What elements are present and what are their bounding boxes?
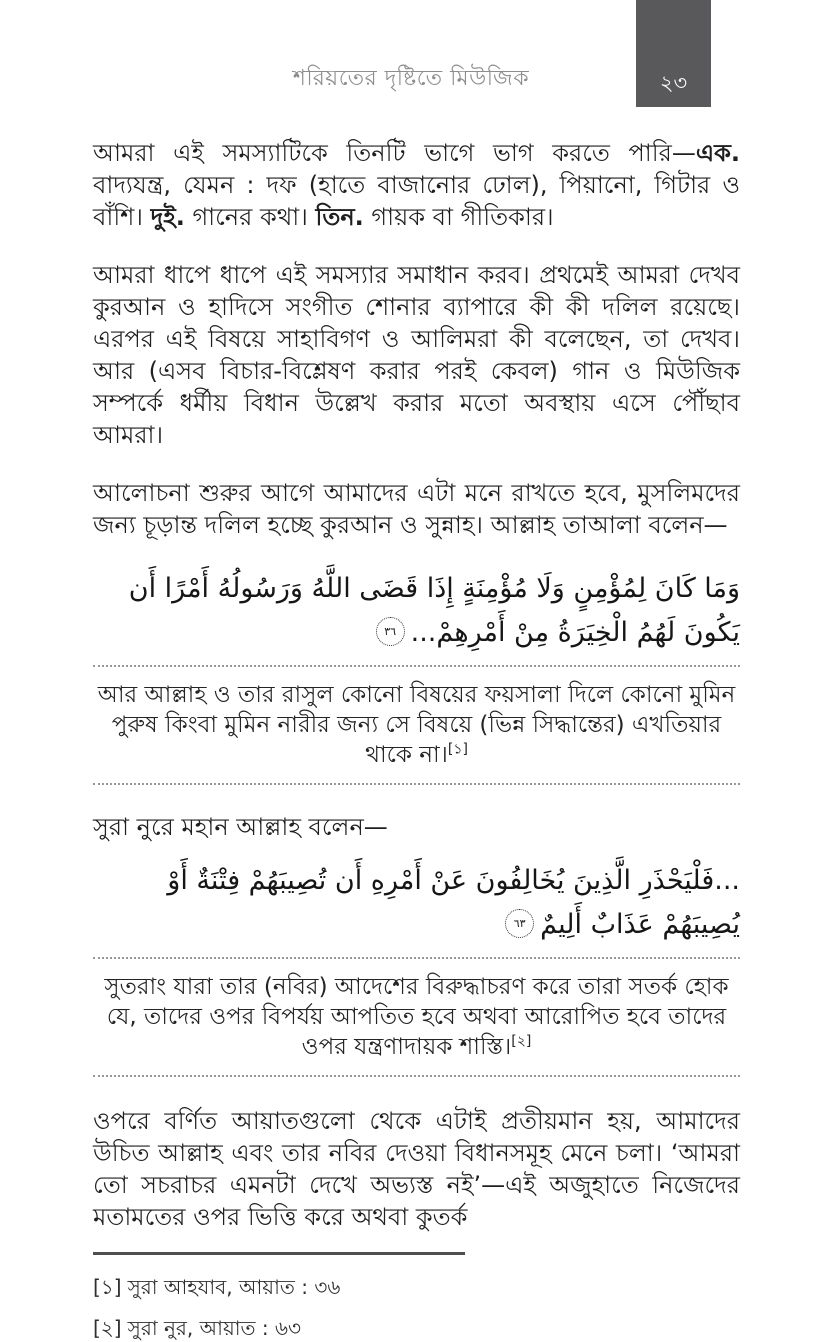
footnote-2 xyxy=(93,1315,740,1342)
footnote-2-marker: [২] xyxy=(93,1316,122,1340)
dotted-divider xyxy=(93,957,740,959)
ayah-number-ornament-2: ٦٣ xyxy=(505,909,534,938)
footnote-1-text: সুরা আহযাব, আয়াত : ৩৬ xyxy=(127,1275,341,1299)
paragraph-5: ওপরে বর্ণিত আয়াতগুলো থেকে এটাই প্রতীয়মান হয়, আমাদের উচিত আল্লাহ এবং তার নবির দেওয়া বিধানসমূহ মেনে চলা। ‘আমরা তো সচরাচর এমনটা দেখে অভ্যস্ত নই’—এই অজুহাতে নিজেদের মতামতের ওপর ভিত্তি করে অথবা কুতর্ক xyxy=(93,1107,740,1231)
page-number: ২৩ xyxy=(659,71,688,95)
paragraph-4: সুরা নুরে মহান আল্লাহ বলেন— xyxy=(93,813,388,841)
footnote-2-text: সুরা নুর, আয়াত : ৬৩ xyxy=(127,1316,302,1340)
list-marker-two: দুই. xyxy=(150,203,185,231)
text-column xyxy=(93,0,740,1342)
dotted-divider xyxy=(93,665,740,667)
footnote-1 xyxy=(93,1274,740,1301)
dotted-divider xyxy=(93,783,740,785)
paragraph-3: আলোচনা শুরুর আগে আমাদের এটা মনে রাখতে হবে, মুসলিমদের জন্য চূড়ান্ত দলিল হচ্ছে কুরআন ও সুন্নাহ। আল্লাহ তাআলা বলেন— xyxy=(93,479,740,539)
arabic-verse-2-text: ...فَلْيَحْذَرِ الَّذِينَ يُخَالِفُونَ عَنْ أَمْرِهِ أَن تُصِيبَهُمْ فِتْنَةٌ أَوْ يُصِيبَهُمْ عَذَابٌ أَلِيمٌ xyxy=(167,865,740,940)
verse-translation-1 xyxy=(93,680,740,770)
paragraph-1 xyxy=(93,137,740,233)
arabic-verse-2 xyxy=(93,859,740,947)
verse-translation-2-text: সুতরাং যারা তার (নবির) আদেশের বিরুদ্ধাচরণ করে তারা সতর্ক হোক যে, তাদের ওপর বিপর্যয় আপতিত হবে অথবা আরোপিত হবে তাদের ওপর যন্ত্রণাদায়ক শাস্তি। xyxy=(104,974,729,1060)
arabic-verse-1-text: وَمَا كَانَ لِمُؤْمِنٍ وَلَا مُؤْمِنَةٍ إِذَا قَضَى اللَّهُ وَرَسُولُهُ أَمْرًا أَن يَكُونَ لَهُمُ الْخِيَرَةُ مِنْ أَمْرِهِمْ... xyxy=(128,573,740,648)
paragraph-2: আমরা ধাপে ধাপে এই সমস্যার সমাধান করব। প্রথমেই আমরা দেখব কুরআন ও হাদিসে সংগীত শোনার ব্যাপারে কী কী দলিল রয়েছে। এরপর এই বিষয়ে সাহাবিগণ ও আলিমরা কী বলেছেন, তা দেখব। আর (এসব বিচার-বিশ্লেষণ করার পরই কেবল) গান ও মিউজিক সম্পর্কে ধর্মীয় বিধান উল্লেখ করার মতো অবস্থায় এসে পৌঁছাব আমরা। xyxy=(93,261,740,449)
paragraph-1-segment: আমরা এই সমস্যাটিকে তিনটি ভাগে ভাগ করতে পারি— xyxy=(93,139,696,167)
ayah-number-ornament-1: ٣٦ xyxy=(376,617,405,646)
arabic-verse-1 xyxy=(93,567,740,655)
list-marker-one: এক. xyxy=(695,139,740,167)
list-marker-three: তিন. xyxy=(315,203,364,231)
footnote-ref-1: [১] xyxy=(447,741,468,758)
running-header-title: শরিয়তের দৃষ্টিতে মিউজিক xyxy=(292,66,530,91)
dotted-divider xyxy=(93,1075,740,1077)
footnote-separator xyxy=(93,1252,465,1255)
paragraph-1-segment: গায়ক বা গীতিকার। xyxy=(363,203,554,231)
verse-translation-2 xyxy=(93,972,740,1062)
paragraph-1-segment: বাদ্যযন্ত্র, যেমন : দফ (হাতে বাজানোর ঢোল), পিয়ানো, গিটার ও বাঁশি। xyxy=(93,171,740,231)
footnote-ref-2: [২] xyxy=(511,1033,532,1050)
footnote-1-marker: [১] xyxy=(93,1275,122,1299)
verse-translation-1-text: আর আল্লাহ ও তার রাসুল কোনো বিষয়ের ফয়সালা দিলে কোনো মুমিন পুরুষ কিংবা মুমিন নারীর জন্য সে বিষয়ে (ভিন্ন সিদ্ধান্তের) এখতিয়ার থাকে না। xyxy=(97,682,736,768)
paragraph-1-segment: গানের কথা। xyxy=(184,203,316,231)
